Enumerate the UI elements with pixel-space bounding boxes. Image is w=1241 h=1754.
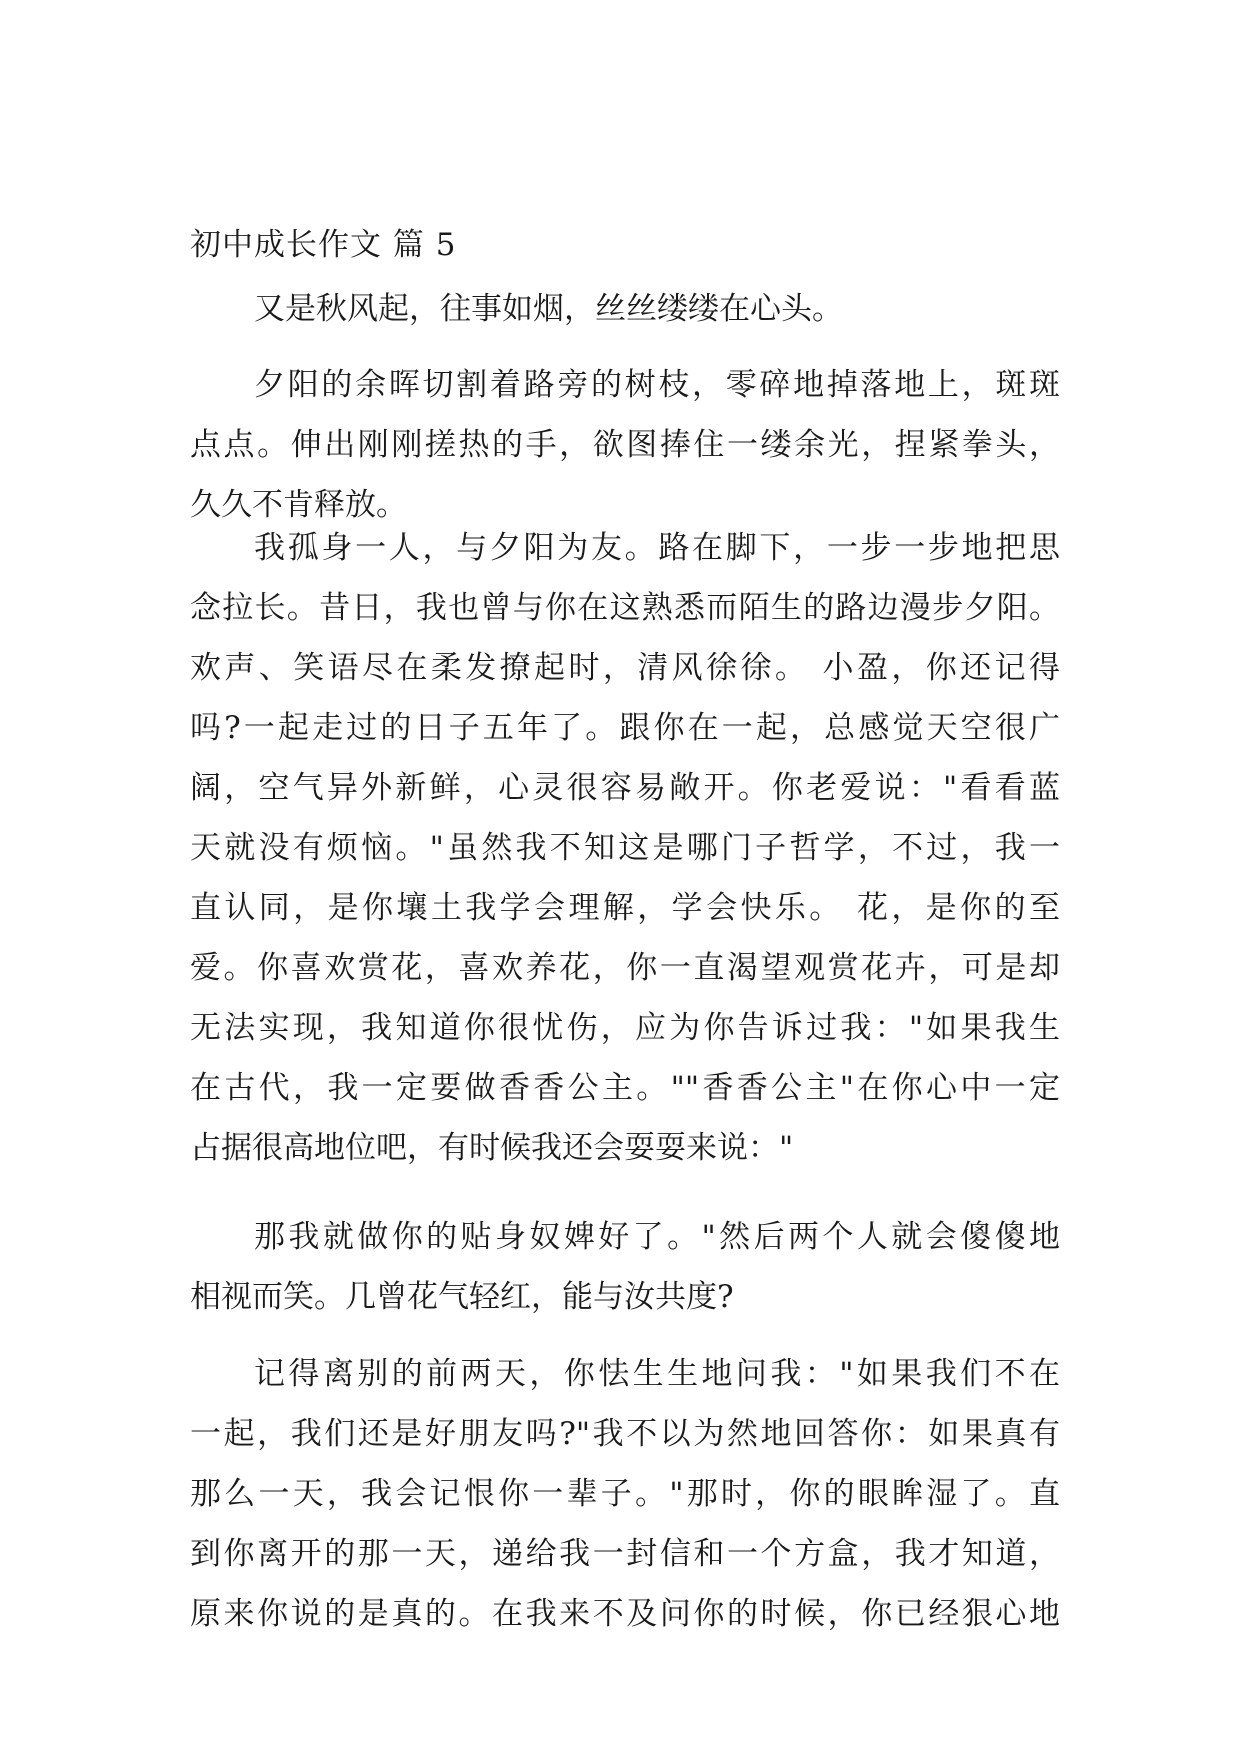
text-line: 到你离开的那一天，递给我一封信和一个方盒，我才知道， [190, 1536, 1060, 1572]
text-line: 阔，空气异外新鲜，心灵很容易敞开。你老爱说："看看蓝 [190, 770, 1060, 806]
text-line: 直认同，是你壤土我学会理解，学会快乐。 花，是你的至 [190, 890, 1060, 926]
paragraph-1 [190, 279, 1060, 339]
text-line: 吗?一起走过的日子五年了。跟你在一起，总感觉天空很广 [190, 710, 1060, 746]
text-line: 夕阳的余晖切割着路旁的树枝，零碎地掉落地上，斑斑 [254, 367, 1060, 403]
text-line: 爱。你喜欢赏花，喜欢养花，你一直渴望观赏花卉，可是却 [190, 950, 1060, 986]
text-line: 天就没有烦恼。"虽然我不知这是哪门子哲学，不过，我一 [190, 830, 1060, 866]
text-line: 相视而笑。几曾花气轻红，能与汝共度? [190, 1279, 734, 1315]
text-line: 那么一天，我会记恨你一辈子。"那时，你的眼眸湿了。直 [190, 1476, 1060, 1512]
paragraph-3 [190, 518, 1060, 1178]
text-line: 无法实现，我知道你很忧伤，应为你告诉过我："如果我生 [190, 1010, 1060, 1046]
text-line: 我孤身一人，与夕阳为友。路在脚下，一步一步地把思 [254, 530, 1060, 566]
text-line: 原来你说的是真的。在我来不及问你的时候，你已经狠心地 [190, 1596, 1060, 1632]
document-title: 初中成长作文 篇 5 [190, 227, 457, 263]
text-line: 点点。伸出刚刚搓热的手，欲图捧住一缕余光，捏紧拳头， [190, 427, 1060, 463]
text-line: 记得离别的前两天，你怯生生地问我："如果我们不在 [254, 1356, 1060, 1392]
paragraph-2 [190, 355, 1060, 535]
text-line: 欢声、笑语尽在柔发撩起时，清风徐徐。 小盈，你还记得 [190, 650, 1060, 686]
text-line: 占据很高地位吧，有时候我还会耍耍来说：" [190, 1130, 794, 1166]
text-line: 念拉长。昔日，我也曾与你在这熟悉而陌生的路边漫步夕阳。 [190, 590, 1060, 626]
text-line: 那我就做你的贴身奴婢好了。"然后两个人就会傻傻地 [254, 1219, 1060, 1255]
text-line: 在古代，我一定要做香香公主。""香香公主"在你心中一定 [190, 1070, 1060, 1106]
text-line: 又是秋风起，往事如烟，丝丝缕缕在心头。 [254, 291, 843, 327]
paragraph-4 [190, 1207, 1060, 1327]
text-line: 一起，我们还是好朋友吗?"我不以为然地回答你：如果真有 [190, 1416, 1060, 1452]
text-line: 久久不肯释放。 [190, 487, 407, 523]
paragraph-5 [190, 1344, 1060, 1644]
